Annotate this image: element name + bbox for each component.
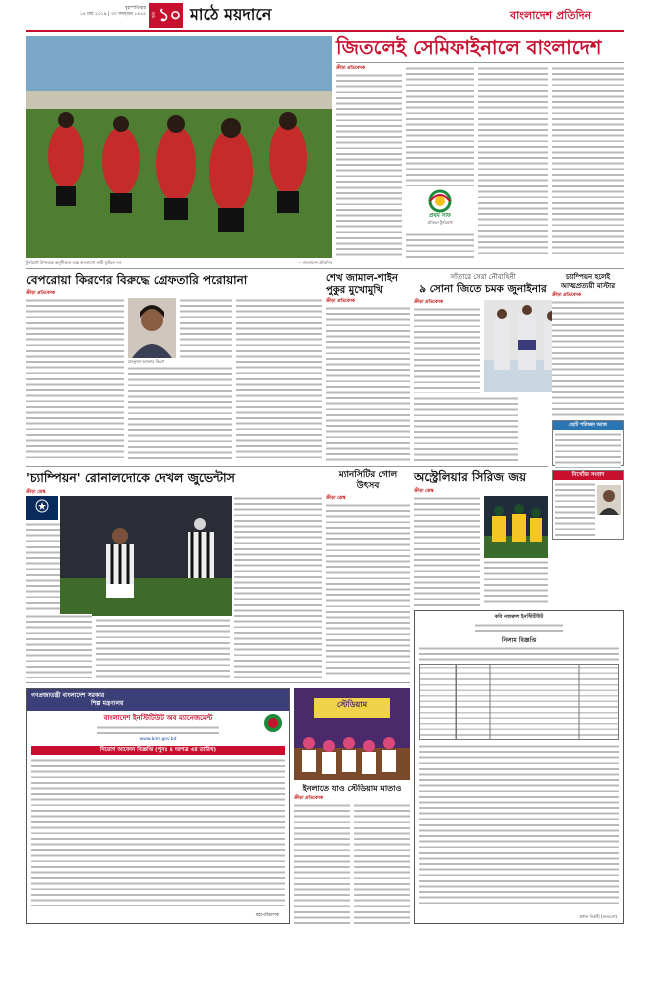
- institute-ad-terms: [419, 744, 619, 904]
- brand-name: বাংলাদেশ প্রতিদিন: [510, 9, 592, 22]
- ronaldo-text-col2: [96, 618, 230, 678]
- champion-byline: ক্রীড়া প্রতিবেদক: [552, 293, 581, 298]
- beparoya-text-col1: [26, 298, 124, 462]
- lead-byline: ক্রীড়া প্রতিবেদক: [336, 66, 365, 71]
- lead-underline: [336, 62, 624, 63]
- nikhoj-ad-title: নিখোঁজ সংবাদ: [553, 471, 623, 480]
- page-number: ১০: [157, 4, 182, 26]
- lead-text-col2b: [406, 232, 474, 258]
- kiron-caption: মাহফুজা আক্তার কিরণ: [128, 359, 165, 364]
- ronaldo-photo: [60, 496, 232, 616]
- chhoto-ad-body: [555, 432, 621, 468]
- saff-logo-icon: [425, 189, 455, 213]
- champions-league-logo: [26, 496, 58, 520]
- beparoya-text-col2: [180, 298, 232, 358]
- ronaldo-text-col3: [234, 496, 322, 678]
- australia-headline: অস্ট্রেলিয়ার সিরিজ জয়: [414, 470, 527, 484]
- chhoto-ad: [552, 420, 624, 466]
- govt-ad-header: [27, 689, 289, 711]
- govt-seal-icon: [263, 713, 283, 733]
- australia-text-col2: [484, 560, 548, 606]
- section-title: মাঠে ময়দানে: [190, 5, 272, 24]
- beparoya-text-col3: [236, 298, 322, 462]
- stadium-headline: ইনলাতে যাও স্টেডিয়াম মাতাও: [302, 784, 402, 793]
- nou-bahini-text-col1: [414, 307, 480, 393]
- ronaldo-byline: ক্রীড়া ডেস্ক: [26, 490, 46, 495]
- champion-headline: চ্যাম্পিয়ন হলেই আত্মপ্রত্যয়ী মাস্টার: [560, 273, 616, 291]
- nikhoj-ad: [552, 470, 624, 540]
- institute-ad-table: [419, 664, 619, 740]
- saff-logo: [408, 189, 472, 231]
- lead-text-col2: [406, 66, 474, 186]
- govt-ad-header1: গণপ্রজাতন্ত্রী বাংলাদেশ সরকার: [31, 692, 105, 699]
- lead-photo-caption: টুর্নামেন্ট উপলক্ষে অনুশীলনে ব্যস্ত বাংলাদেশ নারী ফুটবল দল: [26, 260, 122, 265]
- date-block: [26, 6, 146, 18]
- govt-ad-notice-title: নিয়োগ আবেদন বিজ্ঞপ্তি (পুনঃ ৪ দরপত্র এর তারিখ): [31, 746, 285, 755]
- govt-ad-org: বাংলাদেশ ইনস্টিটিউট অব ম্যানেজমেন্ট: [103, 714, 213, 722]
- govt-ad-address: [97, 725, 219, 735]
- australia-text-col1: [414, 496, 480, 606]
- date-day: বৃহস্পতিবার: [125, 6, 146, 11]
- nikhoj-ad-body: [555, 482, 595, 538]
- stadium-text-col1: [294, 803, 350, 924]
- mancity-headline: ম্যানসিটির গোল উৎসব: [338, 470, 398, 491]
- nikhoj-photo: [597, 485, 621, 515]
- govt-ad-body: [31, 758, 285, 906]
- govt-ad-signatory: মহাপরিচালক: [255, 913, 279, 919]
- australia-byline: ক্রীড়া ডেস্ক: [414, 489, 434, 494]
- divider-1: [26, 268, 624, 269]
- lead-photo: [26, 36, 332, 258]
- beparoya-byline: ক্রীড়া প্রতিবেদক: [26, 291, 55, 296]
- stadium-banner: স্টেডিয়াম: [336, 700, 368, 709]
- page-number-box: [149, 3, 183, 28]
- ronaldo-headline: 'চ্যাম্পিয়ন' রোনালদোকে দেখল জুভেন্টাস: [26, 470, 235, 485]
- institute-ad-intro: [419, 646, 619, 662]
- ronaldo-text-col1b: [26, 614, 92, 678]
- chhoto-ad-title: ছোট পরিচ্ছদ আজ: [553, 421, 623, 430]
- stadium-photo: [294, 688, 410, 780]
- date-full: ১৪ মার্চ ২০১৯ | ৩০ ফাল্গুন ১৪২৫: [79, 11, 146, 17]
- masthead: [0, 0, 650, 32]
- logo-line2: প্রতিভা টুর্নামেন্ট: [427, 220, 453, 226]
- lead-headline: জিতলেই সেমিফাইনালে বাংলাদেশ: [336, 36, 602, 59]
- govt-ad-header2: শিল্প মন্ত্রণালয়: [91, 699, 124, 707]
- divider-3: [26, 682, 410, 683]
- lead-text-col4: [552, 66, 624, 258]
- lead-photo-credit: -- বাংলাদেশ প্রতিদিন: [298, 260, 332, 265]
- institute-ad: [414, 610, 624, 924]
- masthead-rule: [26, 30, 624, 32]
- govt-ad-website[interactable]: www.bim.gov.bd: [139, 737, 177, 743]
- nou-bahini-text-col2: [414, 396, 518, 462]
- govt-ad: [26, 688, 290, 924]
- mancity-text: [326, 503, 410, 678]
- stadium-byline: ক্রীড়া প্রতিবেদক: [294, 796, 323, 801]
- logo-line1: প্রথম সাফ: [429, 213, 451, 219]
- institute-ad-subtitle: নিলাম বিজ্ঞপ্তি: [501, 636, 537, 644]
- lead-text-col3: [478, 66, 548, 258]
- page-word: পৃষ্ঠা: [150, 12, 156, 19]
- nou-bahini-byline: ক্রীড়া প্রতিবেদক: [414, 300, 443, 305]
- beparoya-headline: বেপরোয়া কিরণের বিরুদ্ধে গ্রেফতারি পরোয়ানা: [26, 273, 248, 287]
- institute-ad-title: কবি নজরুল ইনস্টিটিউট: [494, 614, 544, 620]
- stadium-text-col2: [354, 803, 410, 924]
- kiron-photo: [128, 298, 176, 358]
- lead-text-col1: [336, 73, 402, 258]
- institute-ad-address: [475, 623, 563, 635]
- champion-text: [552, 300, 624, 418]
- sheikh-jamal-headline: শেখ জামাল-শাইন পুকুর মুখোমুখি: [326, 273, 398, 296]
- sheikh-jamal-byline: ক্রীড়া প্রতিবেদক: [326, 299, 355, 304]
- australia-photo: [484, 496, 548, 558]
- nou-bahini-headline: ৯ সোনা জিতে চমক জুনাইনার: [419, 283, 547, 295]
- sheikh-jamal-text: [326, 306, 410, 462]
- beparoya-text-col2b: [128, 366, 232, 462]
- institute-ad-footer: প্রধান নির্বাহী (দ্রুতবেগ): [579, 913, 617, 919]
- mancity-byline: ক্রীড়া ডেস্ক: [326, 496, 346, 501]
- nou-bahini-kicker: সাঁতারে সেরা নৌবাহিনী: [450, 273, 516, 281]
- divider-2: [26, 466, 548, 467]
